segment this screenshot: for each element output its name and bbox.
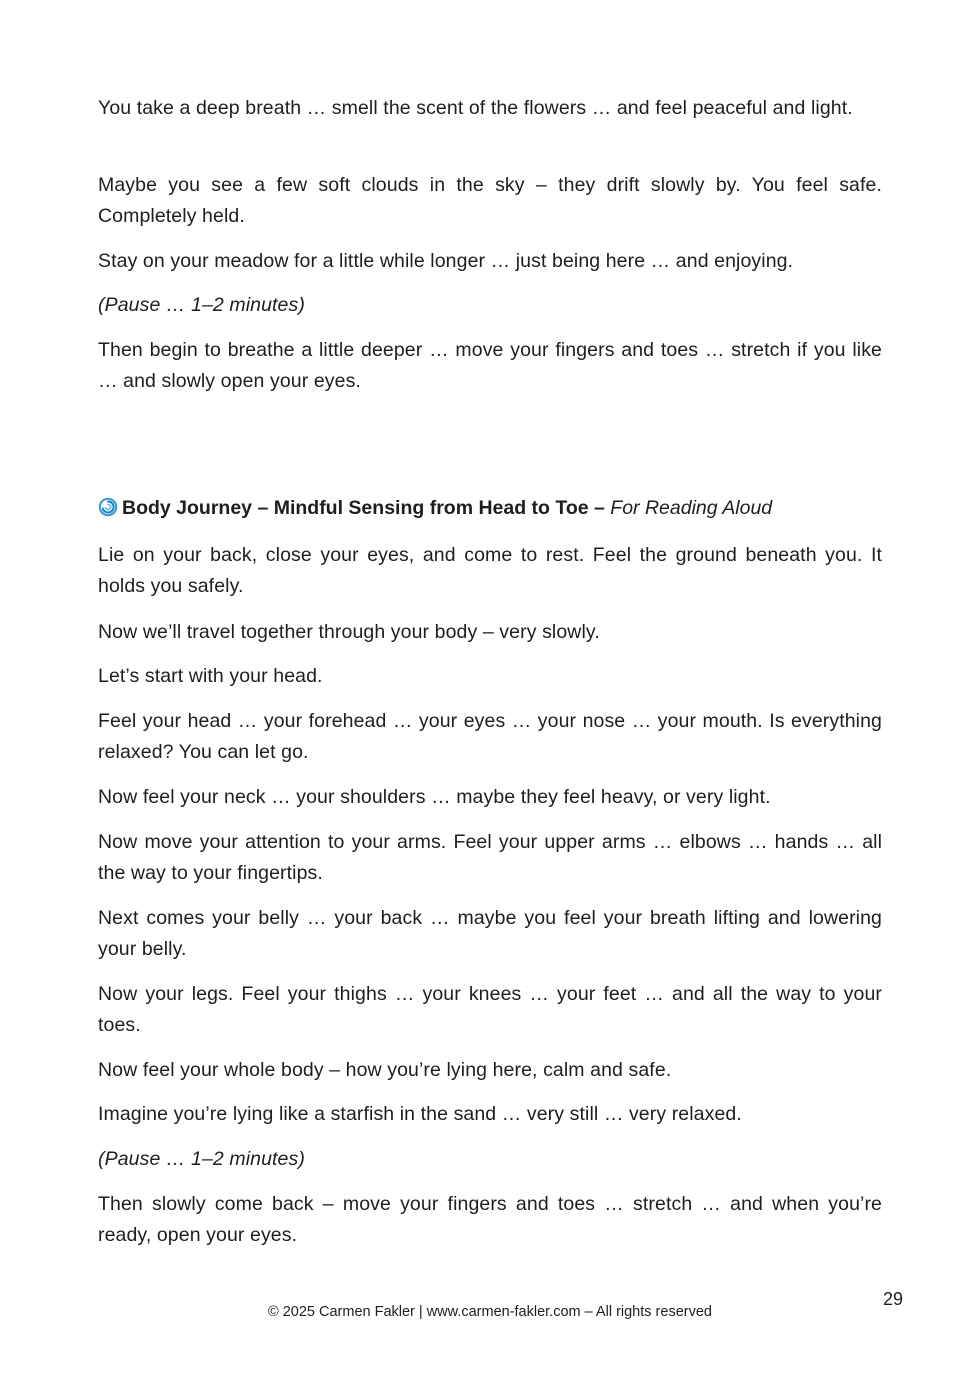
paragraph: You take a deep breath … smell the scent of the flowers … and feel peaceful and light. [98, 97, 853, 119]
paragraph: Next comes your belly … your back … maybe you feel your breath lifting and lowering your belly. [98, 907, 882, 960]
paragraph: Now we’ll travel together through your body – very slowly. [98, 621, 600, 643]
swirl-icon [98, 497, 118, 517]
paragraph: Now your legs. Feel your thighs … your knees … your feet … and all the way to your toes. [98, 983, 882, 1036]
section-heading [98, 494, 772, 522]
paragraph: Now move your attention to your arms. Feel your upper arms … elbows … hands … all the way to your fingertips. [98, 831, 882, 884]
page-number: 29 [882, 1289, 903, 1309]
paragraph: Stay on your meadow for a little while longer … just being here … and enjoying. [98, 250, 794, 272]
heading-title: Body Journey – Mindful Sensing from Head to Toe – [122, 497, 605, 519]
pause-note: (Pause … 1–2 minutes) [98, 294, 305, 316]
paragraph: Lie on your back, close your eyes, and come to rest. Feel the ground beneath you. It holds you safely. [98, 544, 882, 597]
paragraph: Now feel your neck … your shoulders … maybe they feel heavy, or very light. [98, 786, 771, 808]
paragraph: Now feel your whole body – how you’re lying here, calm and safe. [98, 1059, 672, 1081]
paragraph: Feel your head … your forehead … your eyes … your nose … your mouth. Is everything relaxed? You can let go. [98, 710, 882, 763]
paragraph: Imagine you’re lying like a starfish in the sand … very still … very relaxed. [98, 1103, 742, 1125]
footer-copyright: © 2025 Carmen Fakler | www.carmen-fakler.com – All rights reserved [268, 1304, 712, 1320]
heading-subtitle: For Reading Aloud [610, 497, 773, 519]
paragraph: Then begin to breathe a little deeper … move your fingers and toes … stretch if you like … and slowly open your eyes. [98, 339, 882, 392]
pause-note: (Pause … 1–2 minutes) [98, 1148, 305, 1170]
paragraph: Let’s start with your head. [98, 665, 323, 687]
paragraph: Then slowly come back – move your fingers and toes … stretch … and when you’re ready, open your eyes. [98, 1193, 882, 1246]
paragraph: Maybe you see a few soft clouds in the sky – they drift slowly by. You feel safe. Completely held. [98, 174, 882, 227]
